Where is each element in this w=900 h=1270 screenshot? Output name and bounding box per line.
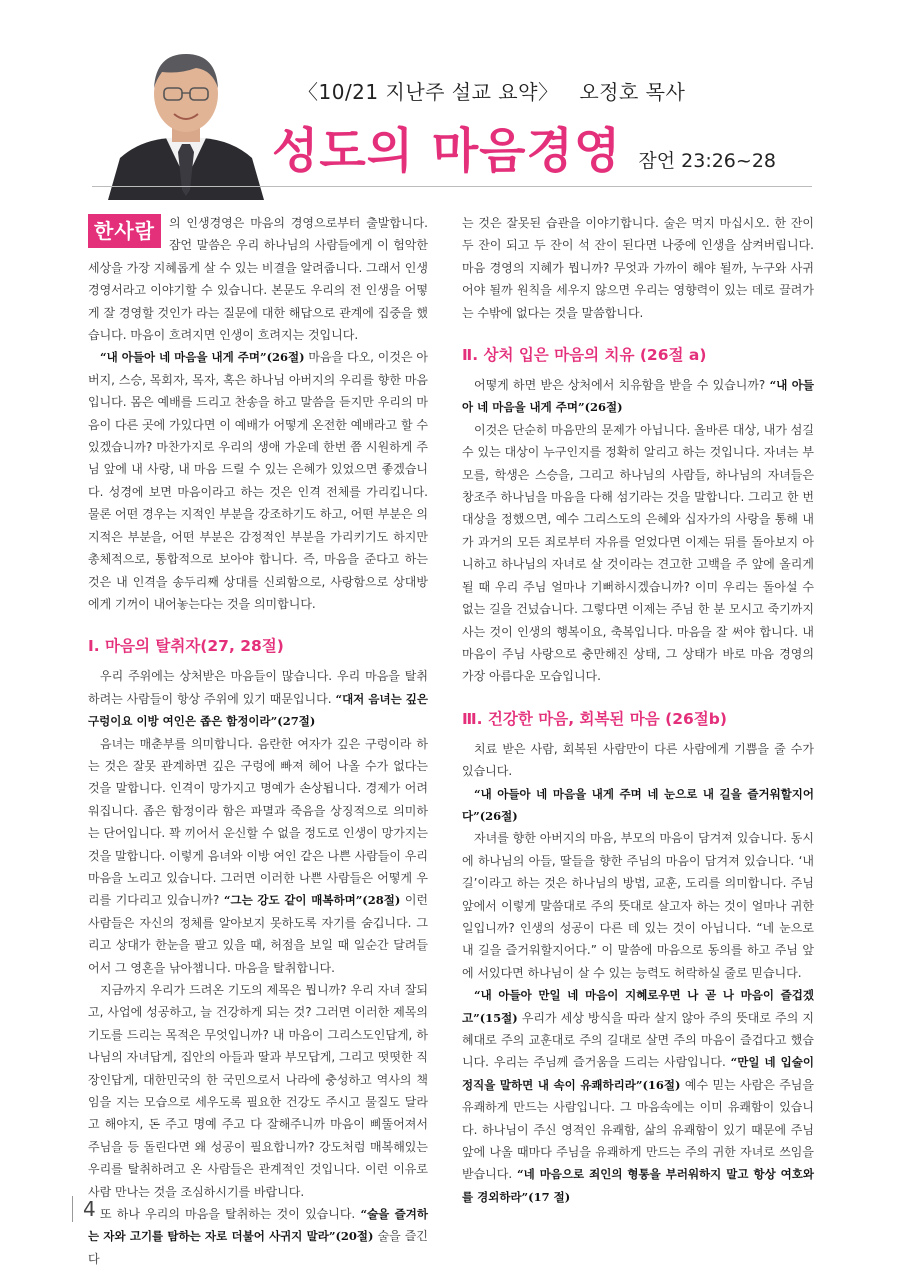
scripture-quote: “대저 음녀는 깊은 구렁이요 이방 여인은 좁은 함정이라”(27절)	[88, 691, 429, 729]
paragraph: 또 하나 우리의 마음을 탈취하는 것이 있습니다. “술을 즐겨하는 자와 고기를 탐하는 자로 더불어 사귀지 말라”(20절) 술을 즐긴다	[88, 1207, 428, 1266]
scripture-quote: “내 아들아 네 마음을 내게 주며”(26절)	[100, 350, 305, 365]
left-column	[88, 212, 428, 1270]
paragraph: 어떻게 하면 받은 상처에서 치유함을 받을 수 있습니까? “내 아들아 네 마음을 내게 주며”(26절)	[462, 378, 814, 415]
page-title: 성도의 마음경영	[272, 123, 622, 179]
scripture-quote: “술을 즐겨하는 자와 고기를 탐하는 자로 더불어 사귀지 말라”(20절)	[88, 1207, 428, 1244]
page-number: 4	[72, 1196, 96, 1222]
section-heading-1: Ⅰ. 마음의 탈취자(27, 28절)	[88, 637, 284, 656]
header-divider	[92, 186, 812, 187]
scripture-quote: “그는 강도 같이 매복하며”(28절)	[223, 893, 401, 908]
section-heading-2: Ⅱ. 상처 입은 마음의 치유 (26절 a)	[462, 346, 707, 365]
section-heading-3: Ⅲ. 건강한 마음, 회복된 마음 (26절b)	[462, 709, 727, 728]
paragraph: 는 것은 잘못된 습관을 이야기합니다. 술은 먹지 마십시오. 한 잔이 두 잔이 되고 두 잔이 석 잔이 된다면 나중에 인생을 삼켜버립니다. 마음 경영의 지혜가 뭡니까? 무엇과 가까이 해야 될까, 누구와 사귀어야 될까 원칙을 세우지 않으면 우리는 영향력이 있는 데로 끌려가는 수밖에 없다는 것을 말씀합니다.	[462, 216, 814, 320]
paragraph: “내 아들아 네 마음을 내게 주며”(26절) 마음을 다오, 이것은 아버지, 스승, 목회자, 목자, 혹은 하나님 아버지의 우리를 향한 마음입니다. 몸은 예배를 드리고 찬송을 하고 말씀을 듣지만 우리의 마음이 다른 곳에 가있다면 이 예배가 어떻게 온전한 예배라고 할 수 있겠습니까? 마찬가지로 우리의 생애 가운데 한번 쯤 시원하게 주님 앞에 내 사랑, 내 마음 드릴 수 있는 은혜가 있었으면 좋겠습니다. 성경에 보면 마음이라고 하는 것은 인격 전체를 가리킵니다. 물론 어떤 경우는 지적인 부분을 강조하기도 하고, 어떤 부분은 의지적은 부분을, 어떤 부분은 감정적인 부분을 가리키기도 하지만 총체적으로, 통합적으로 보아야 합니다. 즉, 마음을 준다고 하는 것은 내 인격을 송두리째 상대를 신뢰함으로, 사랑함으로 상대방에게 기꺼이 내어놓는다는 것을 의미합니다.	[88, 350, 428, 611]
paragraph: 음녀는 매춘부를 의미합니다. 음란한 여자가 깊은 구렁이라 하는 것은 잘못 관계하면 깊은 구렁에 빠져 헤어 나올 수가 없다는 것을 말합니다. 인격이 망가지고 명예가 손상됩니다. 경제가 어려워집니다. 좁은 함정이라 함은 파멸과 죽음을 상징적으로 의미하는 단어입니다. 꽉 끼어서 운신할 수 없을 정도로 인생이 망가지는 것을 말합니다. 이렇게 음녀와 이방 여인 같은 나쁜 사람들이 우리 마음을 노리고 있습니다. 그러면 이러한 나쁜 사람들은 어떻게 우리를 기다리고 있습니까? “그는 강도 같이 매복하며”(28절) 이런 사람들은 자신의 정체를 알아보지 못하도록 자기를 숨깁니다. 그리고 상대가 한눈을 팔고 있을 때, 허점을 보일 때 일순간 달려들어서 그 영혼을 낚아챕니다. 마음을 탈취합니다.	[88, 736, 429, 975]
header-meta	[298, 76, 699, 105]
pastor-photo	[100, 40, 272, 200]
title-block	[272, 112, 776, 181]
right-column	[462, 212, 814, 1208]
paragraph: 치료 받은 사람, 회복된 사람만이 다른 사람에게 기쁨을 줄 수가 있습니다.	[462, 741, 814, 779]
paragraph: 이것은 단순히 마음만의 문제가 아닙니다. 올바른 대상, 내가 섬길 수 있는 대상이 누구인지를 정확히 알리고 하는 것입니다. 자녀는 부모를, 학생은 스승을, 그리고 하나님의 사람들, 하나님의 자녀들은 창조주 하나님을 마음을 다해 섬기라는 것을 말합니다. 그리고 한 번 대상을 정했으면, 예수 그리스도의 은혜와 십자가의 사랑을 통해 내가 과거의 모든 죄로부터 자유를 얻었다면 이제는 뒤를 돌아보지 아니하고 하나님의 자녀로 살 것이라는 견고한 고백을 주 앞에 올리게 될 때 우리 주님 얼마나 기뻐하시겠습니까? 이미 우리는 돌아설 수 없는 길을 건넜습니다. 그렇다면 이제는 주님 한 분 모시고 죽기까지 사는 것이 인생의 행복이요, 축복입니다. 마음을 잘 써야 합니다. 내 마음이 주님 사랑으로 충만해진 상태, 그 상태가 바로 마음 경영의 가장 아름다운 모습입니다.	[462, 422, 814, 684]
scripture-quote: “내 아들아 만일 네 마음이 지혜로우면 나 곧 나 마음이 즐겁겠고”(15절)	[462, 988, 814, 1025]
scripture-quote: “내 아들아 네 마음을 내게 주며 네 눈으로 내 길을 즐거워할지어다”(26절)	[462, 786, 814, 823]
scripture-quote: “만일 네 입술이 정직을 말하면 내 속이 유쾌하리라”(16절)	[462, 1055, 815, 1092]
paragraph	[462, 783, 814, 828]
scripture-quote: “네 마음으로 죄인의 형통을 부러워하지 말고 항상 여호와를 경외하라”(17 절)	[462, 1167, 814, 1204]
intro-paragraph: 한사람 의 인생경영은 마음의 경영으로부터 출발합니다. 잠언 말씀은 우리 하나님의 사람들에게 이 험악한 세상을 가장 지혜롭게 살 수 있는 비결을 알려줍니다. 그래서 인생 경영서라고 이야기할 수 있습니다. 본문도 우리의 전 인생을 어떻게 잘 경영할 것인가 라는 질문에 대한 해답으로 관계에 집중을 했습니다. 마음이 흐려지면 인생이 흐려지는 것입니다.	[88, 216, 428, 343]
paragraph: 지금까지 우리가 드려온 기도의 제목은 뭡니까? 우리 자녀 잘되고, 사업에 성공하고, 늘 건강하게 되는 것? 그러면 이러한 제목의 기도를 드리는 목적은 무엇입니까? 내 마음이 그리스도인답게, 하나님의 자녀답게, 집안의 아들과 딸과 부모답게, 그리고 떳떳한 직장인답게, 대한민국의 한 국민으로서 나라에 충성하고 역사의 책임을 지는 모습으로 세우도록 필요한 건강도 주시고 물질도 달라고 해야지, 돈 주고 명예 주고 다 잘해주니까 마음이 삐뚤어져서 주님을 등 돌린다면 왜 성공이 필요합니까? 강도처럼 매복해있는 우리를 탈취하려고 온 사람들은 관계적인 것입니다. 이런 이유로 사람 만나는 것을 조심하시기를 바랍니다.	[88, 983, 428, 1199]
sermon-series-label: 〈10/21 지난주 설교 요약〉	[298, 80, 559, 104]
scripture-reference: 잠언 23:26~28	[638, 150, 776, 172]
author-name: 오정호 목사	[579, 80, 686, 104]
paragraph: 자녀를 향한 아버지의 마음, 부모의 마음이 담겨져 있습니다. 동시에 하나님의 아들, 딸들을 향한 주님의 마음이 담겨져 있습니다. ‘내 길’이라고 하는 것은 하나님의 방법, 교훈, 도리를 의미합니다. 주님 앞에서 이렇게 말씀대로 주의 뜻대로 살고자 하는 것이 얼마나 귀한 일입니까? 인생의 성공이 다른 데 있는 것이 아닙니다. “네 눈으로 내 길을 즐거워할지어다.” 이 말씀에 마음으로 동의를 하고 주님 앞에 서있다면 하나님이 살 수 있는 능력도 허락하실 줄로 믿습니다.	[462, 831, 814, 980]
paragraph: 우리 주위에는 상처받은 마음들이 많습니다. 우리 마음을 탈취하려는 사람들이 항상 주위에 있기 때문입니다. “대저 음녀는 깊은 구렁이요 이방 여인은 좁은 함정이라”(27절)	[88, 669, 429, 729]
paragraph: “내 아들아 만일 네 마음이 지혜로우면 나 곧 나 마음이 즐겁겠고”(15절) 우리가 세상 방식을 따라 살지 않아 주의 뜻대로 주의 지혜대로 주의 교훈대로 주의 길대로 살면 주의 마음이 즐겁다고 했습니다. 우리는 주님께 즐거움을 드리는 사람입니다. “만일 네 입술이 정직을 말하면 내 속이 유쾌하리라”(16절) 예수 믿는 사람은 주님을 유쾌하게 만드는 사람입니다. 그 마음속에는 이미 유쾌함이 있습니다. 하나님이 주신 영적인 유쾌함, 삶의 유쾌함이 있기 때문에 주님 앞에 나올 때마다 주님을 유쾌하게 만드는 주의 귀한 자녀로 쓰임을 받습니다. “네 마음으로 죄인의 형통을 부러워하지 말고 항상 여호와를 경외하라”(17 절)	[462, 988, 815, 1204]
intro-tag: 한사람	[88, 214, 161, 248]
scripture-quote: “내 아들아 네 마음을 내게 주며”(26절)	[462, 378, 814, 415]
